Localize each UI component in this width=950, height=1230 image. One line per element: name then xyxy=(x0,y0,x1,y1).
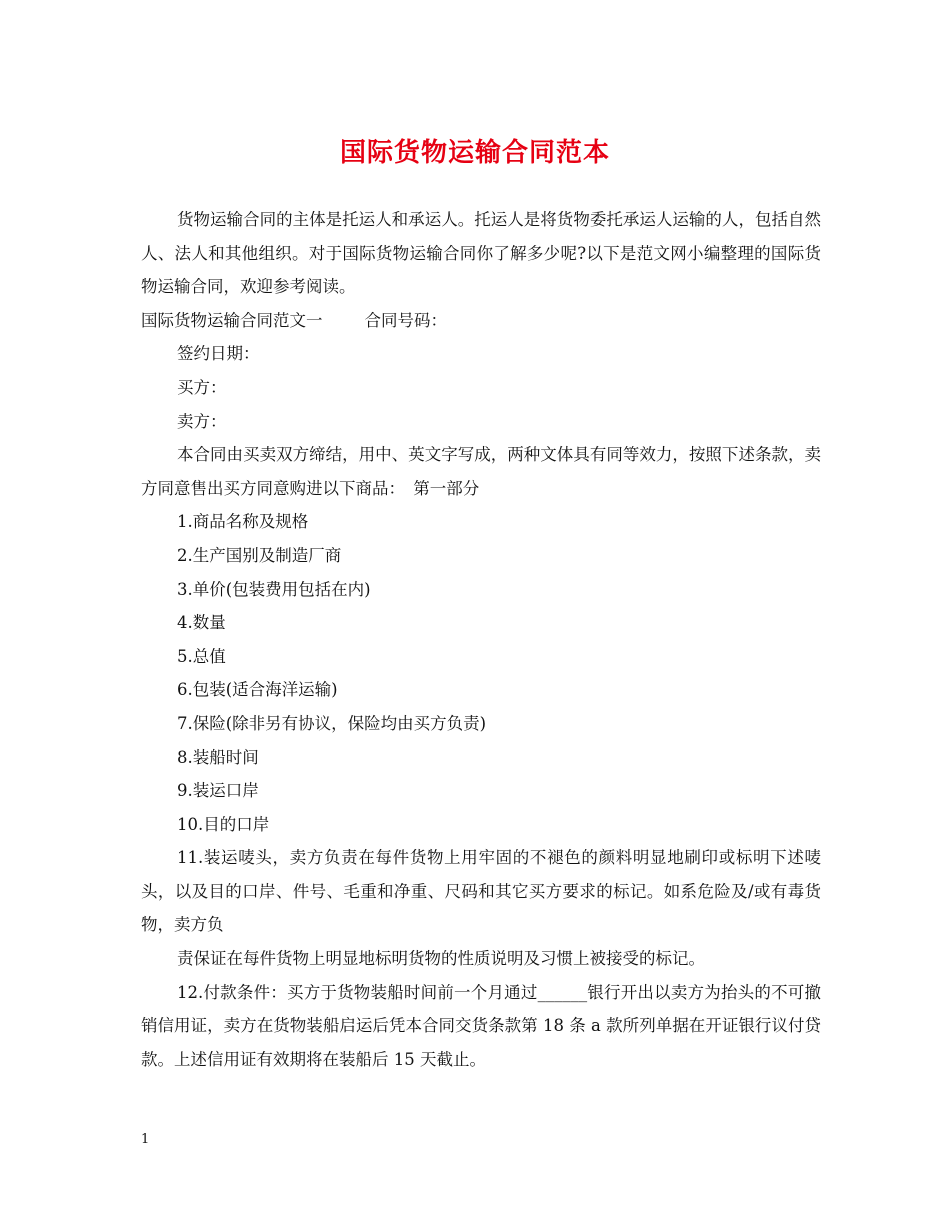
list-item: 4.数量 xyxy=(177,613,226,633)
list-item: 5.总值 xyxy=(177,646,226,666)
sign-date-label: 签约日期： xyxy=(177,344,260,364)
list-item: 10.目的口岸 xyxy=(177,814,270,834)
sample-heading: 国际货物运输合同范文一 xyxy=(141,310,323,330)
document-title: 国际货物运输合同范本 xyxy=(339,138,610,168)
buyer-label: 买方： xyxy=(177,377,227,397)
list-item: 1.商品名称及规格 xyxy=(177,512,309,532)
sample-heading-line xyxy=(141,304,821,338)
list-item: 7.保险(除非另有协议，保险均由买方负责) xyxy=(177,713,487,733)
list-item: 8.装船时间 xyxy=(177,747,259,767)
list-item: 2.生产国别及制造厂商 xyxy=(177,545,342,565)
page-number: 1 xyxy=(141,1132,150,1147)
list-item: 9.装运口岸 xyxy=(177,781,259,801)
document-body xyxy=(141,203,821,1076)
clause-11-paragraph: 11.装运唛头，卖方负责在每件货物上用牢固的不褪色的颜料明显地刷印或标明下述唛头，以及目的口岸、件号、毛重和净重、尺码和其它买方要求的标记。如系危险及/或有毒货物，卖方负 xyxy=(141,848,821,935)
clause-11-continuation: 责保证在每件货物上明显地标明货物的性质说明及习惯上被接受的标记。 xyxy=(177,949,705,969)
list-item: 3.单价(包装费用包括在内) xyxy=(177,579,371,599)
clause-12-paragraph: 12.付款条件：买方于货物装船时间前一个月通过______银行开出以卖方为抬头的不可撤销信用证，卖方在货物装船启运后凭本合同交货条款第 18 条 a 款所列单据在开证银行议付贷款。上述信用证有效期将在装船后 15 天截止。 xyxy=(141,982,821,1069)
preamble-paragraph: 本合同由买卖双方缔结，用中、英文字写成，两种文体具有同等效力，按照下述条款，卖方同意售出买方同意购进以下商品： 第一部分 xyxy=(141,445,821,498)
contract-number-label: 合同号码： xyxy=(364,310,447,330)
seller-label: 卖方： xyxy=(177,411,227,431)
list-item: 6.包装(适合海洋运输) xyxy=(177,680,338,700)
intro-paragraph: 货物运输合同的主体是托运人和承运人。托运人是将货物委托承运人运输的人，包括自然人、法人和其他组织。对于国际货物运输合同你了解多少呢?以下是范文网小编整理的国际货物运输合同，欢迎参考阅读。 xyxy=(141,210,821,297)
